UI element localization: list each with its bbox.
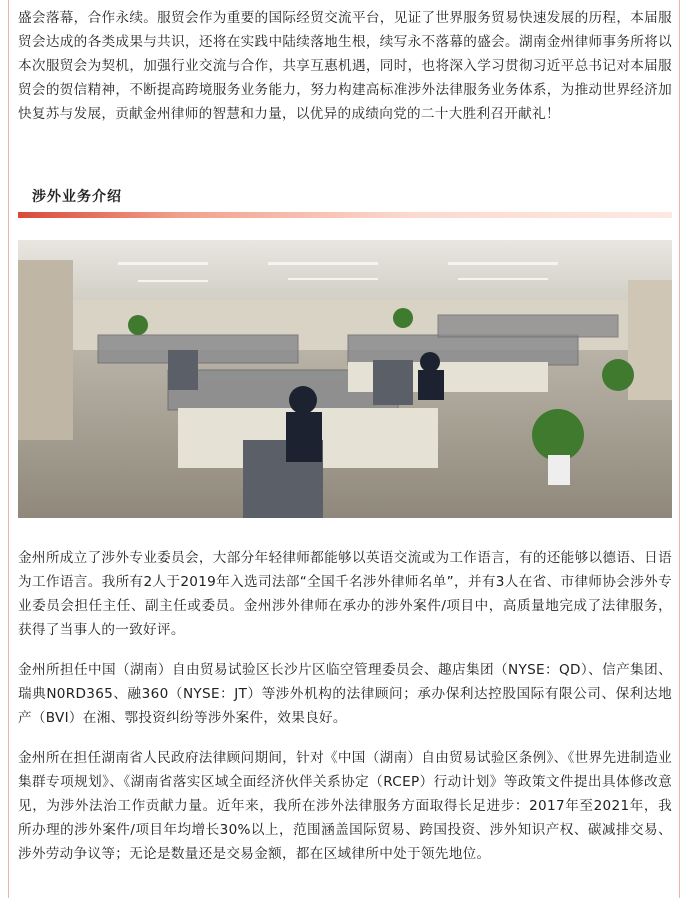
section-underline — [18, 212, 672, 218]
office-photo — [18, 240, 672, 518]
intro-paragraph: 盛会落幕，合作永续。服贸会作为重要的国际经贸交流平台，见证了世界服务贸易快速发展的历程，本届服贸会达成的各类成果与共识，还将在实践中陆续落地生根，续写永不落幕的盛会。湖南金州律师事务所将以本次服贸会为契机，加强行业交流与合作，共享互惠机遇，同时，也将深入学习贯彻习近平总书记对本届服贸会的贺信精神，不断提高跨境服务业务能力，努力构建高标准涉外法律服务业务体系，为推动世界经济加快复苏与发展，贡献金州律师的智慧和力量，以优异的成绩向党的二十大胜利召开献礼！ — [18, 10, 672, 122]
body-paragraph-3: 金州所在担任湖南省人民政府法律顾问期间，针对《中国（湖南）自由贸易试验区条例》、《世界先进制造业集群专项规划》、《湖南省落实区域全面经济伙伴关系协定（RCEP）行动计划》等政策文件提出具体修改意见，为涉外法治工作贡献力量。近年来，我所在涉外法律服务方面取得长足进步：2017年至2021年，我所办理的涉外案件/项目年均增长30%以上，范围涵盖国际贸易、跨国投资、涉外知识产权、碳减排交易、涉外劳动争议等；无论是数量还是交易金额，都在区域律所中处于领先地位。 — [18, 750, 672, 862]
body-paragraph-2: 金州所担任中国（湖南）自由贸易试验区长沙片区临空管理委员会、趣店集团（NYSE：QD）、信产集团、瑞典N0RD365、融360（NYSE：JT）等涉外机构的法律顾问；承办保利达控股国际有限公司、保利达地产（BVI）在湘、鄂投资纠纷等涉外案件，效果良好。 — [18, 662, 672, 726]
body-paragraph-1: 金州所成立了涉外专业委员会，大部分年轻律师都能够以英语交流或为工作语言，有的还能够以德语、日语为工作语言。我所有2人于2019年入选司法部“全国千名涉外律师名单”，并有3人在省、市律师协会涉外专业委员会担任主任、副主任或委员。金州涉外律师在承办的涉外案件/项目中，高质量地完成了法律服务，获得了当事人的一致好评。 — [18, 550, 672, 638]
office-photo-illustration — [18, 240, 672, 518]
section-title: 涉外业务介绍 — [32, 189, 122, 205]
section-header — [18, 186, 672, 220]
